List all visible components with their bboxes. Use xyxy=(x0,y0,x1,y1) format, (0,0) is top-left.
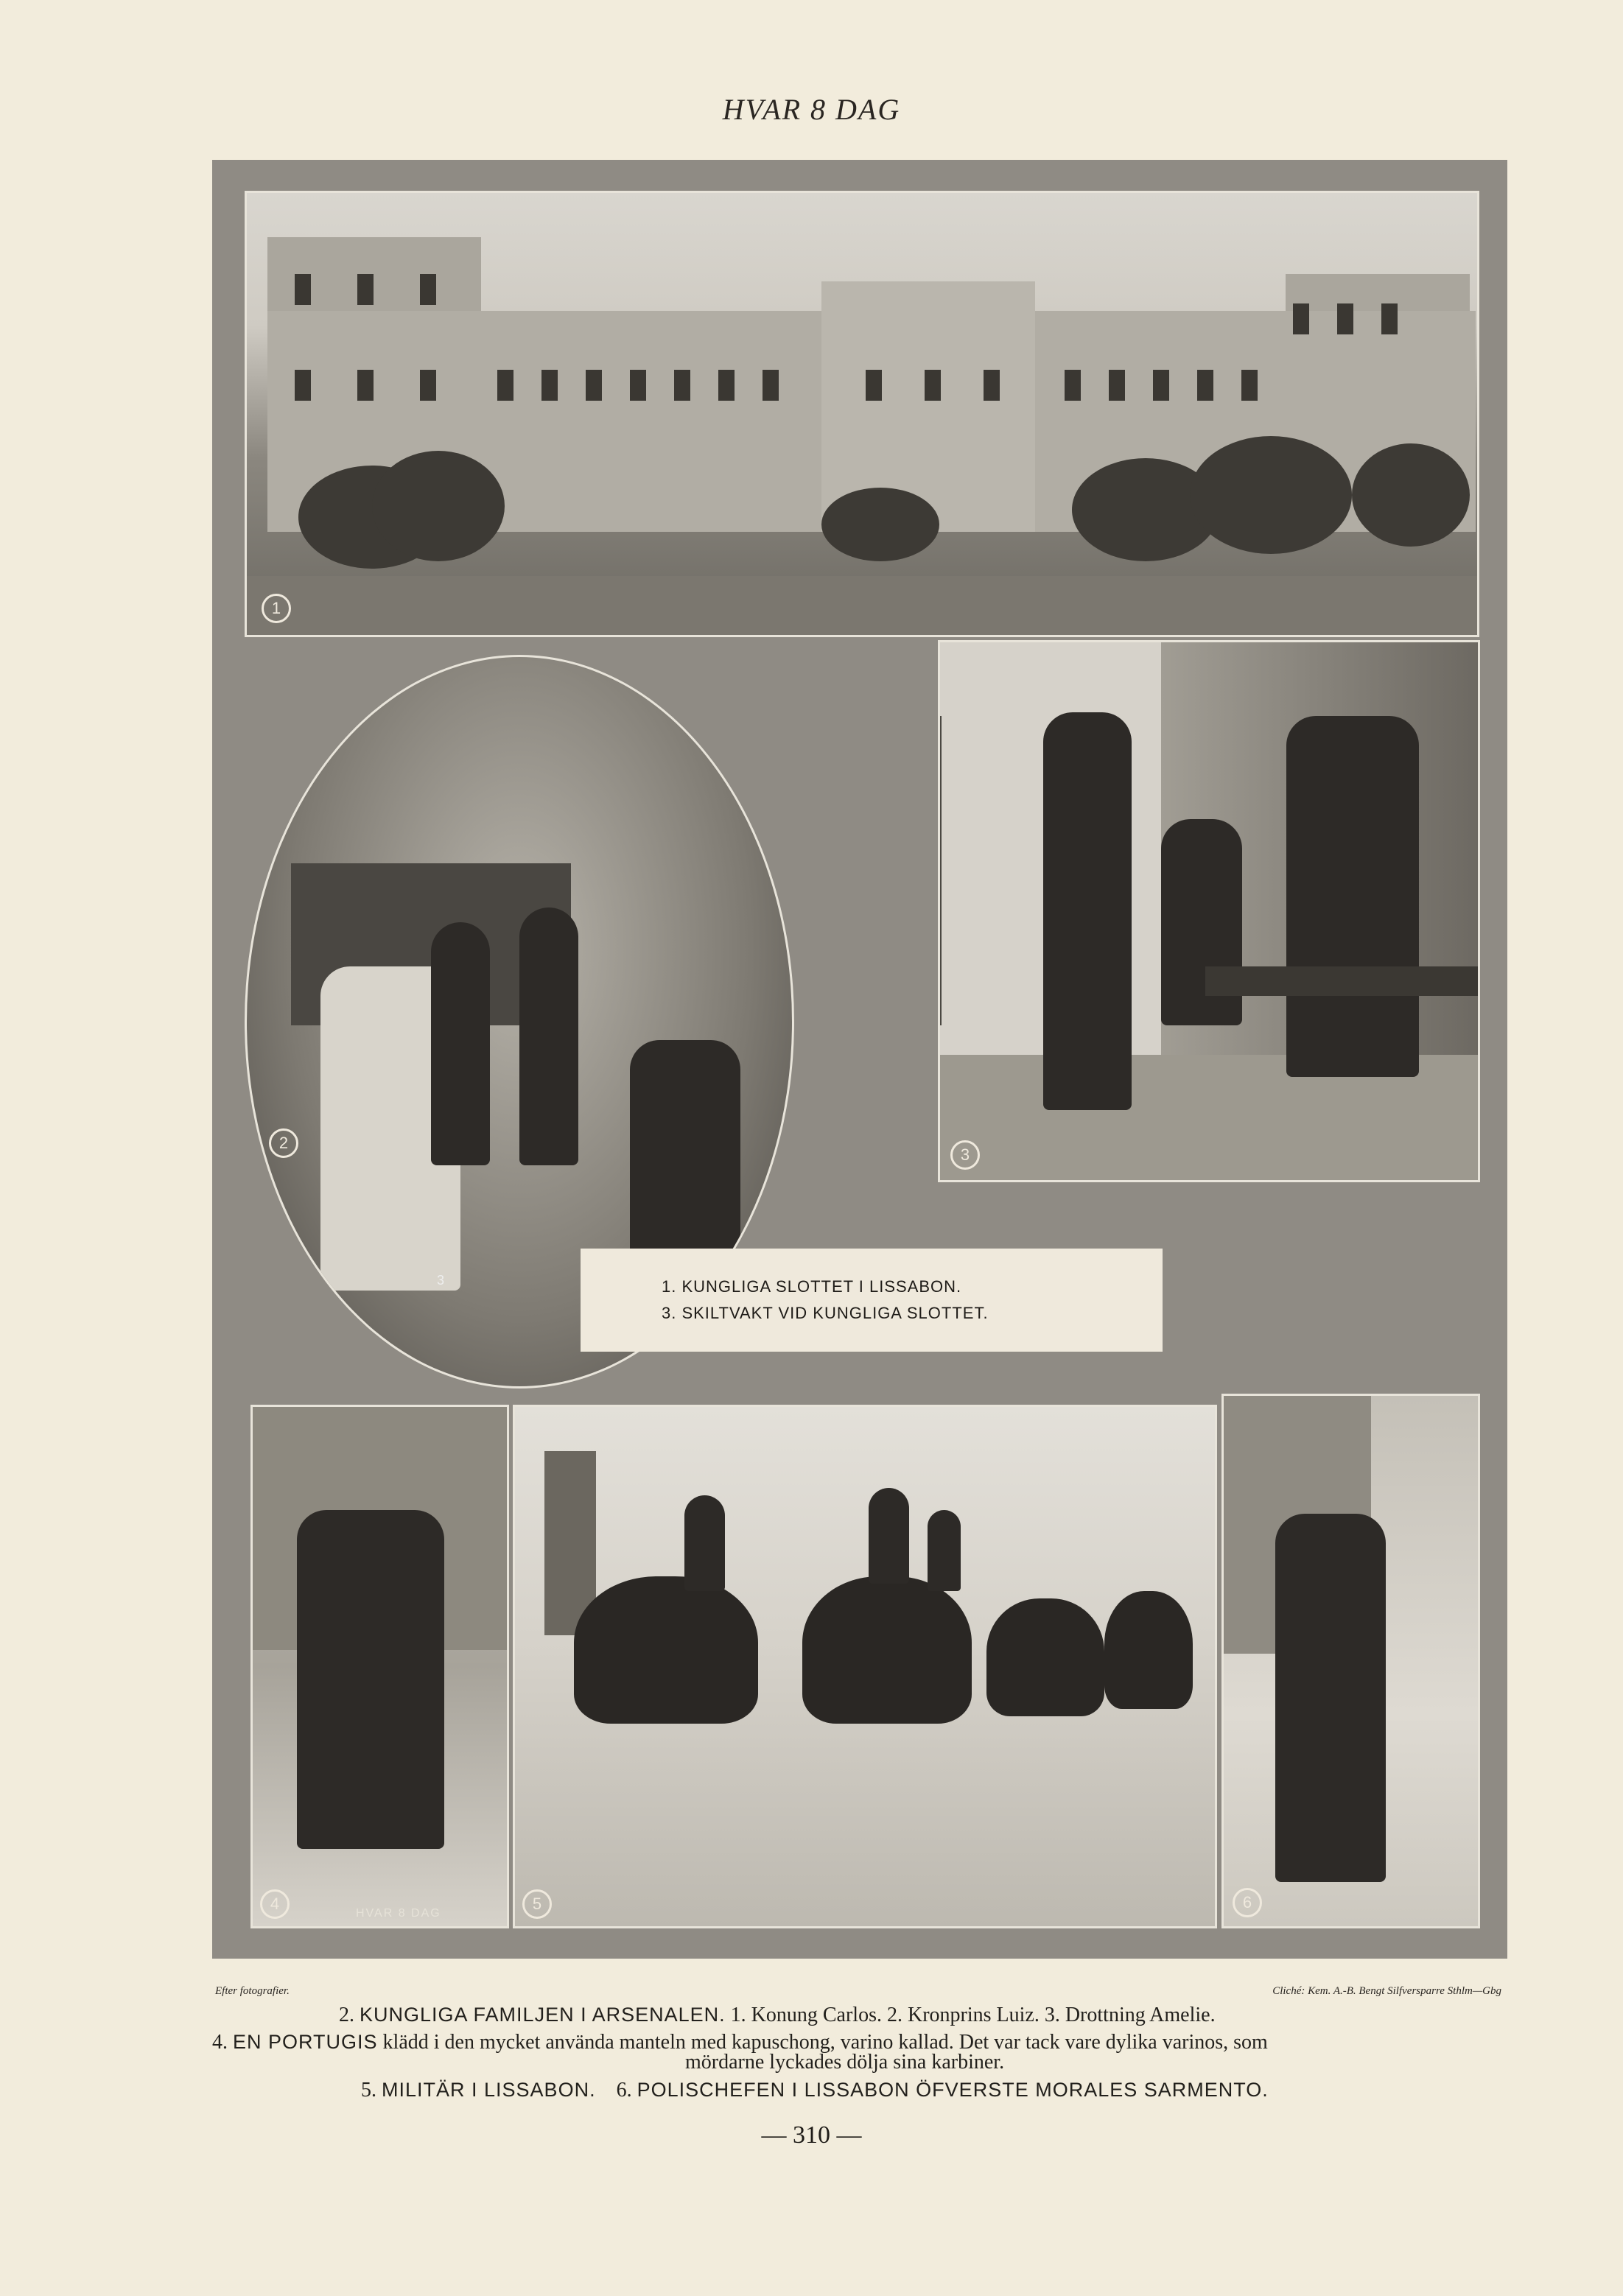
photo-police-chief xyxy=(1221,1394,1480,1928)
photo-sentries xyxy=(938,640,1480,1182)
horse xyxy=(1104,1591,1193,1709)
inset-caption-line: 3. SKILTVAKT VID KUNGLIGA SLOTTET. xyxy=(662,1304,989,1322)
photo-number-badge: 2 xyxy=(269,1128,298,1158)
photo-credit-left: Efter fotografier. xyxy=(215,1985,290,1997)
rider-figure xyxy=(928,1510,961,1591)
caption-line-2 xyxy=(339,2004,1591,2027)
caption-text: klädd i den mycket använda manteln med kapuschong, varino kallad. Det var tack vare dylika varinos, som xyxy=(382,2031,1268,2054)
courtier-figure xyxy=(431,922,490,1165)
courtier-figure xyxy=(519,907,578,1165)
tree xyxy=(1352,443,1470,547)
caption-title: POLISCHEFEN I LISSABON ÖFVERSTE MORALES SARMENTO. xyxy=(637,2079,1269,2101)
photo-military xyxy=(513,1405,1217,1928)
caption-number: 5. xyxy=(361,2079,376,2102)
caption-title: EN PORTUGIS xyxy=(233,2031,378,2053)
caption-number: 2. xyxy=(339,2004,354,2026)
cloaked-figure xyxy=(297,1510,444,1849)
figure-marker: 3 xyxy=(437,1273,445,1288)
caption-text: 1. Konung Carlos. 2. Kronprins Luiz. 3. Drottning Amelie. xyxy=(730,2004,1216,2026)
tree xyxy=(1190,436,1352,554)
tree xyxy=(372,451,505,561)
bench xyxy=(1205,966,1478,996)
inset-caption xyxy=(581,1249,1163,1352)
photo-number-badge: 3 xyxy=(950,1140,980,1170)
rider-figure xyxy=(684,1495,725,1591)
caption-line-4-continued: mördarne lyckades dölja sina karbiner. xyxy=(685,2051,1005,2074)
sentry-figure xyxy=(1286,716,1419,1077)
photo-man-in-cloak xyxy=(250,1405,509,1928)
photo-palace xyxy=(245,191,1479,637)
page-number: — 310 — xyxy=(761,2121,862,2149)
palace-ground xyxy=(247,576,1477,635)
inset-caption-line: 1. KUNGLIGA SLOTTET I LISSABON. xyxy=(662,1277,962,1296)
horse xyxy=(986,1598,1104,1716)
caption-number: 4. xyxy=(212,2031,228,2054)
police-chief-figure xyxy=(1275,1514,1386,1882)
tree xyxy=(821,488,939,561)
rider-figure xyxy=(869,1488,909,1584)
caption-number: 6. xyxy=(616,2079,632,2102)
watermark: HVAR 8 DAG xyxy=(356,1907,441,1920)
caption-title: MILITÄR I LISSABON. xyxy=(382,2079,596,2101)
photo-number-badge: 4 xyxy=(260,1889,290,1919)
page-header: HVAR 8 DAG xyxy=(722,93,901,126)
horse xyxy=(574,1576,758,1724)
photo-number-badge: 6 xyxy=(1233,1888,1262,1917)
sentry-figure xyxy=(1043,712,1132,1110)
lamp-post xyxy=(938,716,942,1025)
photo-number-badge: 1 xyxy=(262,594,291,623)
photo-number-badge: 5 xyxy=(522,1889,552,1919)
horse xyxy=(802,1576,972,1724)
photo-credit-right: Cliché: Kem. A.-B. Bengt Silfversparre Sthlm—Gbg xyxy=(1272,1985,1501,1997)
photo-plate xyxy=(212,160,1507,1959)
caption-title: KUNGLIGA FAMILJEN I ARSENALEN. xyxy=(360,2004,726,2026)
caption-line-5-6 xyxy=(361,2079,1613,2102)
